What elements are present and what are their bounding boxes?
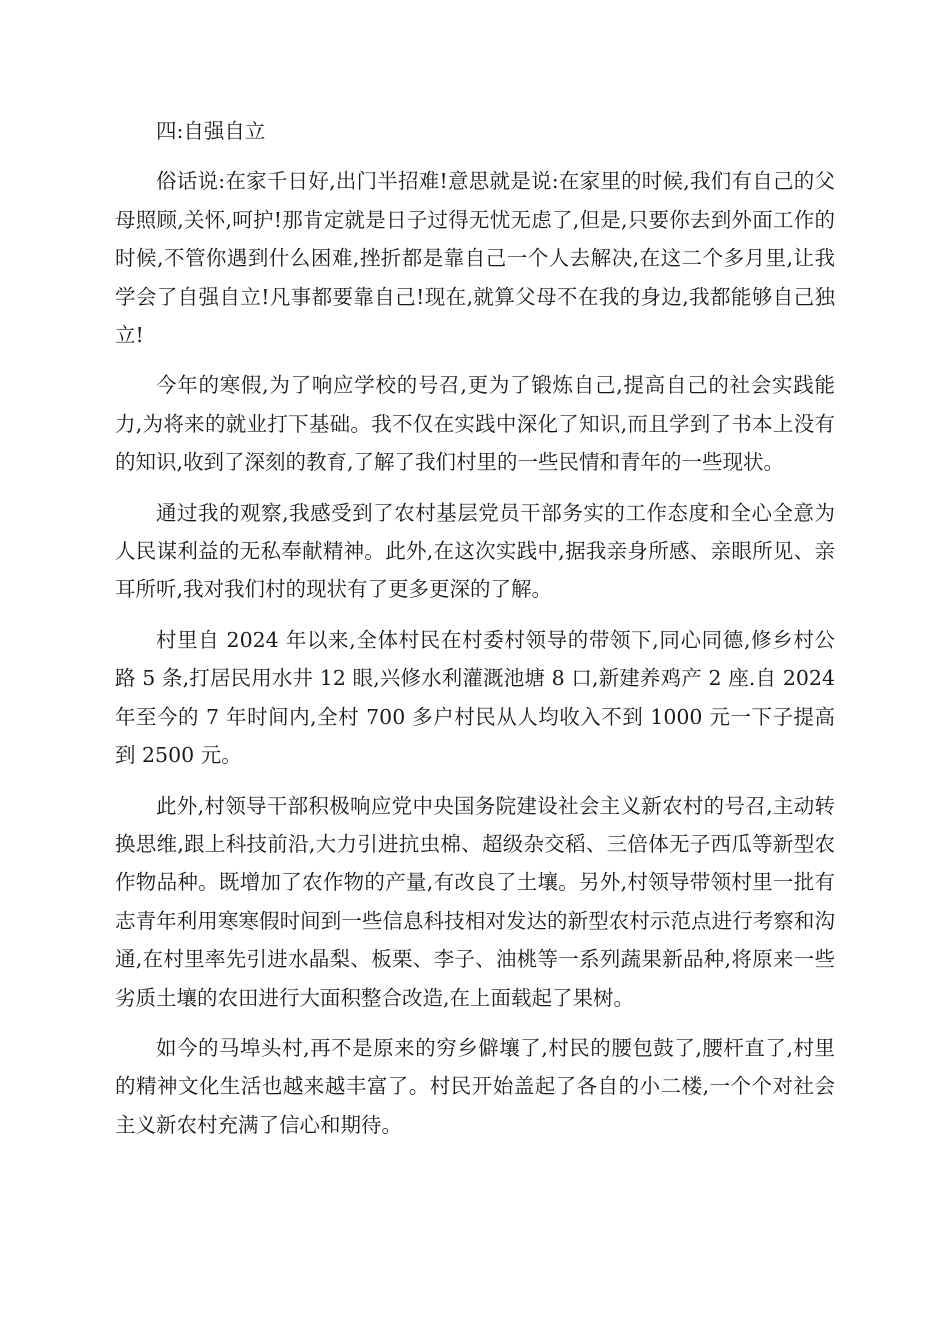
paragraph-village-progress: 村里自 2024 年以来,全体村民在村委村领导的带领下,同心同德,修乡村公路 5 条,打居民用水井 12 眼,兴修水利灌溉池塘 8 口,新建养鸡产 2 座.自 2024 年至今的 7 年时间内,全村 700 多户村民从人均收入不到 1000 元一下子提高到 2500 元。 [115,627,835,768]
paragraph-winter-break: 今年的寒假,为了响应学校的号召,更为了锻炼自己,提高自己的社会实践能力,为将来的就业打下基础。我不仅在实践中深化了知识,而且学到了书本上没有的知识,收到了深刻的教育,了解了我们村里的一些民情和青年的一些现状。 [115,373,835,475]
section-heading: 四:自强自立 [156,119,266,143]
document-page [115,112,835,1144]
paragraph-self-reliance: 俗话说:在家千日好,出门半招难!意思就是说:在家里的时候,我们有自己的父母照顾,关怀,呵护!那肯定就是日子过得无忧无虑了,但是,只要你去到外面工作的时候,不管你遇到什么困难,挫折都是靠自己一个人去解决,在这二个多月里,让我学会了自强自立!凡事都要靠自己!现在,就算父母不在我的身边,我都能够自己独立! [115,169,835,348]
paragraph-village-today: 如今的马埠头村,再不是原来的穷乡僻壤了,村民的腰包鼓了,腰杆直了,村里的精神文化生活也越来越丰富了。村民开始盖起了各自的小二楼,一个个对社会主义新农村充满了信心和期待。 [115,1035,835,1137]
paragraph-observation: 通过我的观察,我感受到了农村基层党员干部务实的工作态度和全心全意为人民谋利益的无私奉献精神。此外,在这次实践中,据我亲身所感、亲眼所见、亲耳所听,我对我们村的现状有了更多更深的了解。 [115,500,835,602]
paragraph-new-crops: 此外,村领导干部积极响应党中央国务院建设社会主义新农村的号召,主动转换思维,跟上科技前沿,大力引进抗虫棉、超级杂交稻、三倍体无子西瓜等新型农作物品种。既增加了农作物的产量,有改良了土壤。另外,村领导带领村里一批有志青年利用寒寒假时间到一些信息科技相对发达的新型农村示范点进行考察和沟通,在村里率先引进水晶梨、板栗、李子、油桃等一系列蔬果新品种,将原来一些劣质土壤的农田进行大面积整合改造,在上面载起了果树。 [115,793,835,1010]
